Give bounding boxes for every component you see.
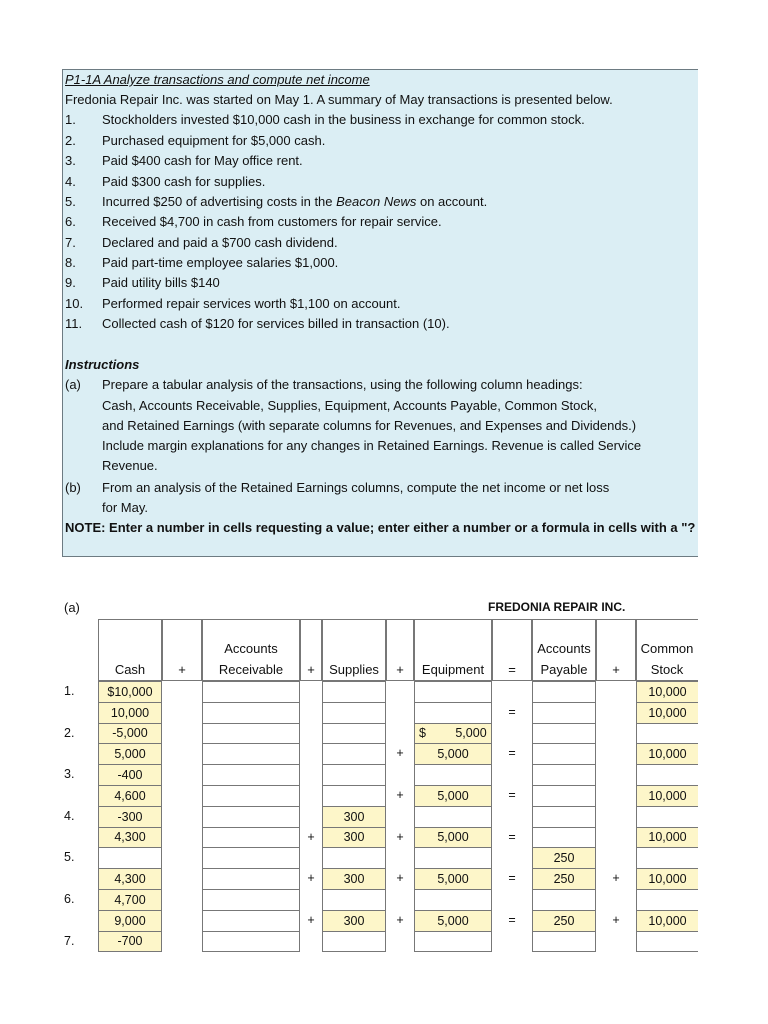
cash-value: 4,700 — [114, 892, 146, 907]
supplies-cell[interactable] — [322, 785, 386, 807]
ap-cell[interactable] — [532, 847, 596, 869]
cs-cell[interactable] — [636, 785, 698, 807]
cash-value: 5,000 — [114, 747, 146, 762]
supplies-cell[interactable] — [322, 847, 386, 869]
cash-value: -300 — [117, 809, 143, 824]
cash-value: $10,000 — [107, 684, 153, 699]
transaction-number-7: 7. — [64, 933, 75, 948]
part-a-label: (a) — [64, 600, 80, 615]
cash-value: 4,300 — [114, 872, 146, 887]
cash-value: -5,000 — [112, 726, 148, 741]
cash-cell[interactable] — [98, 868, 162, 890]
equals-sign: = — [508, 746, 516, 761]
dollar-sign: $ — [419, 726, 426, 741]
cs-cell[interactable] — [636, 827, 698, 849]
equip-cell[interactable] — [414, 764, 492, 786]
cash-cell[interactable] — [98, 785, 162, 807]
header-supplies: Supplies — [329, 662, 379, 677]
equals-sign: = — [508, 704, 516, 719]
transaction-8: 8. Paid part-time employee salaries $1,000. — [65, 255, 339, 270]
equip-cell[interactable] — [414, 785, 492, 807]
cs-value: 10,000 — [648, 747, 687, 762]
header-accounts-payable: Accounts Payable — [537, 641, 591, 677]
equals-sign: = — [508, 788, 516, 802]
cs-cell[interactable] — [636, 764, 698, 786]
transaction-number-3: 3. — [64, 767, 75, 782]
supplies-cell[interactable] — [322, 868, 386, 890]
equip-cell[interactable] — [414, 743, 492, 765]
plus-sign: + — [307, 871, 315, 886]
equip-cell[interactable] — [414, 868, 492, 890]
ap-cell[interactable] — [532, 702, 596, 724]
cash-cell[interactable] — [98, 702, 162, 724]
cs-cell[interactable] — [636, 806, 698, 828]
cash-value: 10,000 — [110, 705, 150, 720]
transaction-6: 6. Received $4,700 in cash from customers for repair service. — [65, 214, 442, 229]
cs-cell[interactable] — [636, 910, 698, 932]
problem-title: P1-1A Analyze transactions and compute net income — [65, 72, 370, 87]
ar-cell[interactable] — [202, 868, 300, 890]
ap-value: 250 — [553, 872, 575, 887]
cs-cell[interactable] — [636, 868, 698, 890]
transaction-number-2: 2. — [64, 725, 75, 740]
transaction-number-4: 4. — [64, 808, 75, 823]
equip-cell[interactable] — [414, 847, 492, 869]
supplies-cell[interactable] — [322, 931, 386, 953]
header-plus-1: + — [178, 662, 186, 677]
plus-sign: + — [307, 829, 315, 844]
supplies-cell[interactable] — [322, 702, 386, 724]
supplies-cell[interactable] — [322, 910, 386, 932]
supplies-cell[interactable] — [322, 889, 386, 911]
ap-cell[interactable] — [532, 681, 596, 703]
ar-cell[interactable] — [202, 764, 300, 786]
ap-cell[interactable] — [532, 764, 596, 786]
header-equals: = — [508, 662, 516, 677]
instruction-a-line-5: Revenue. — [102, 458, 158, 473]
equip-value: 5,000 — [437, 872, 469, 887]
ar-cell[interactable] — [202, 889, 300, 911]
cs-value: 10,000 — [648, 684, 687, 699]
instruction-a-line-1: (a) Prepare a tabular analysis of the transactions, using the following column headings: — [65, 377, 583, 392]
plus-sign: + — [612, 912, 620, 927]
ap-value: 250 — [553, 913, 575, 928]
ar-cell[interactable] — [202, 806, 300, 828]
note: NOTE: Enter a number in cells requesting a value; enter either a number or a formula in cells with a "? — [65, 520, 696, 535]
cash-value: -700 — [117, 934, 143, 949]
cash-value: -400 — [117, 768, 143, 783]
problem-intro: Fredonia Repair Inc. was started on May 1. A summary of May transactions is presented below. — [65, 92, 613, 107]
plus-sign: + — [396, 788, 404, 802]
ap-cell[interactable] — [532, 785, 596, 807]
cs-cell[interactable] — [636, 847, 698, 869]
ap-cell[interactable] — [532, 910, 596, 932]
plus-sign: + — [307, 912, 315, 927]
ar-cell[interactable] — [202, 910, 300, 932]
cash-cell[interactable] — [98, 743, 162, 765]
cash-cell[interactable] — [98, 910, 162, 932]
transaction-4: 4. Paid $300 cash for supplies. — [65, 174, 266, 189]
equip-cell[interactable] — [414, 931, 492, 953]
plus-sign: + — [396, 829, 404, 844]
equip-cell[interactable] — [414, 681, 492, 703]
transaction-1: 1. Stockholders invested $10,000 cash in the business in exchange for common stock. — [65, 112, 585, 127]
supplies-cell[interactable] — [322, 681, 386, 703]
cs-cell[interactable] — [636, 889, 698, 911]
ar-cell[interactable] — [202, 723, 300, 745]
cash-cell[interactable] — [98, 806, 162, 828]
equals-sign: = — [508, 829, 516, 844]
instructions-heading: Instructions — [65, 357, 140, 372]
supplies-value: 300 — [343, 830, 365, 845]
header-accounts-receivable: Accounts Receivable — [218, 641, 284, 677]
equip-value: 5,000 — [437, 830, 469, 845]
instruction-b-line-2: for May. — [102, 500, 148, 515]
instruction-b-line-1: (b) From an analysis of the Retained Earnings columns, compute the net income or net loss — [65, 480, 610, 495]
transaction-5: 5. Incurred $250 of advertising costs in the Beacon News on account. — [65, 194, 488, 209]
cash-cell[interactable] — [98, 681, 162, 703]
cs-value: 10,000 — [648, 788, 687, 803]
plus-sign: + — [396, 746, 404, 761]
header-equipment: Equipment — [421, 662, 485, 677]
cash-cell[interactable] — [98, 723, 162, 745]
supplies-value: 300 — [343, 913, 365, 928]
equip-cell[interactable] — [414, 806, 492, 828]
transaction-9: 9. Paid utility bills $140 — [65, 275, 220, 290]
ap-cell[interactable] — [532, 931, 596, 953]
ar-cell[interactable] — [202, 743, 300, 765]
plus-sign: + — [612, 871, 620, 886]
ap-cell[interactable] — [532, 723, 596, 745]
transaction-2: 2. Purchased equipment for $5,000 cash. — [65, 133, 326, 148]
supplies-value: 300 — [343, 809, 365, 824]
equip-cell[interactable] — [414, 723, 492, 745]
equip-cell[interactable] — [414, 702, 492, 724]
equip-value: 5,000 — [437, 747, 469, 762]
header-plus-3: + — [396, 662, 404, 677]
cash-value: 4,300 — [114, 830, 146, 845]
cs-value: 10,000 — [648, 830, 687, 845]
ap-cell[interactable] — [532, 868, 596, 890]
cs-value: 10,000 — [648, 872, 687, 887]
cash-cell[interactable] — [98, 847, 162, 869]
cash-value: 9,000 — [114, 913, 146, 928]
transaction-11: 11. Collected cash of $120 for services billed in transaction (10). — [65, 316, 450, 331]
header-plus-2: + — [307, 662, 315, 677]
header-common-stock: Common Stock — [640, 641, 694, 677]
cs-cell[interactable] — [636, 681, 698, 703]
cash-value: 4,600 — [114, 788, 146, 803]
ap-cell[interactable] — [532, 743, 596, 765]
equip-value: 5,000 — [437, 788, 469, 803]
ar-cell[interactable] — [202, 847, 300, 869]
ar-cell[interactable] — [202, 827, 300, 849]
equip-value: 5,000 — [437, 913, 469, 928]
plus-sign: + — [396, 871, 404, 886]
cs-cell[interactable] — [636, 931, 698, 953]
equip-cell[interactable] — [414, 889, 492, 911]
ap-value: 250 — [553, 851, 575, 866]
instruction-a-line-3: and Retained Earnings (with separate columns for Revenues, and Expenses and Dividends.) — [102, 418, 637, 433]
ar-cell[interactable] — [202, 702, 300, 724]
supplies-value: 300 — [343, 872, 365, 887]
supplies-cell[interactable] — [322, 723, 386, 745]
transaction-number-5: 5. — [64, 850, 75, 865]
cash-cell[interactable] — [98, 764, 162, 786]
plus-sign: + — [396, 912, 404, 927]
equip-cell[interactable] — [414, 910, 492, 932]
equip-value: 5,000 — [455, 726, 487, 741]
cash-cell[interactable] — [98, 827, 162, 849]
ap-cell[interactable] — [532, 827, 596, 849]
ar-cell[interactable] — [202, 681, 300, 703]
instruction-a-line-4: Include margin explanations for any changes in Retained Earnings. Revenue is called Service — [102, 438, 642, 453]
supplies-cell[interactable] — [322, 743, 386, 765]
cs-cell[interactable] — [636, 702, 698, 724]
cs-cell[interactable] — [636, 723, 698, 745]
cs-value: 10,000 — [648, 705, 687, 720]
ar-cell[interactable] — [202, 931, 300, 953]
transaction-10: 10. Performed repair services worth $1,100 on account. — [65, 296, 401, 311]
transaction-number-1: 1. — [64, 684, 75, 698]
ap-cell[interactable] — [532, 889, 596, 911]
cash-cell[interactable] — [98, 931, 162, 953]
company-name: FREDONIA REPAIR INC. — [488, 600, 626, 614]
transaction-3: 3. Paid $400 cash for May office rent. — [65, 153, 303, 168]
supplies-cell[interactable] — [322, 827, 386, 849]
cs-value: 10,000 — [648, 913, 687, 928]
transaction-number-6: 6. — [64, 892, 75, 906]
supplies-cell[interactable] — [322, 806, 386, 828]
header-plus-4: + — [612, 662, 620, 677]
cash-cell[interactable] — [98, 889, 162, 911]
equip-cell[interactable] — [414, 827, 492, 849]
ap-cell[interactable] — [532, 806, 596, 828]
equals-sign: = — [508, 871, 516, 886]
equals-sign: = — [508, 912, 516, 927]
cs-cell[interactable] — [636, 743, 698, 765]
instruction-a-line-2: Cash, Accounts Receivable, Supplies, Equipment, Accounts Payable, Common Stock, — [102, 398, 597, 413]
supplies-cell[interactable] — [322, 764, 386, 786]
header-cash: Cash — [114, 662, 146, 677]
problem-statement — [62, 69, 698, 557]
ar-cell[interactable] — [202, 785, 300, 807]
transaction-7: 7. Declared and paid a $700 cash dividend. — [65, 235, 338, 250]
